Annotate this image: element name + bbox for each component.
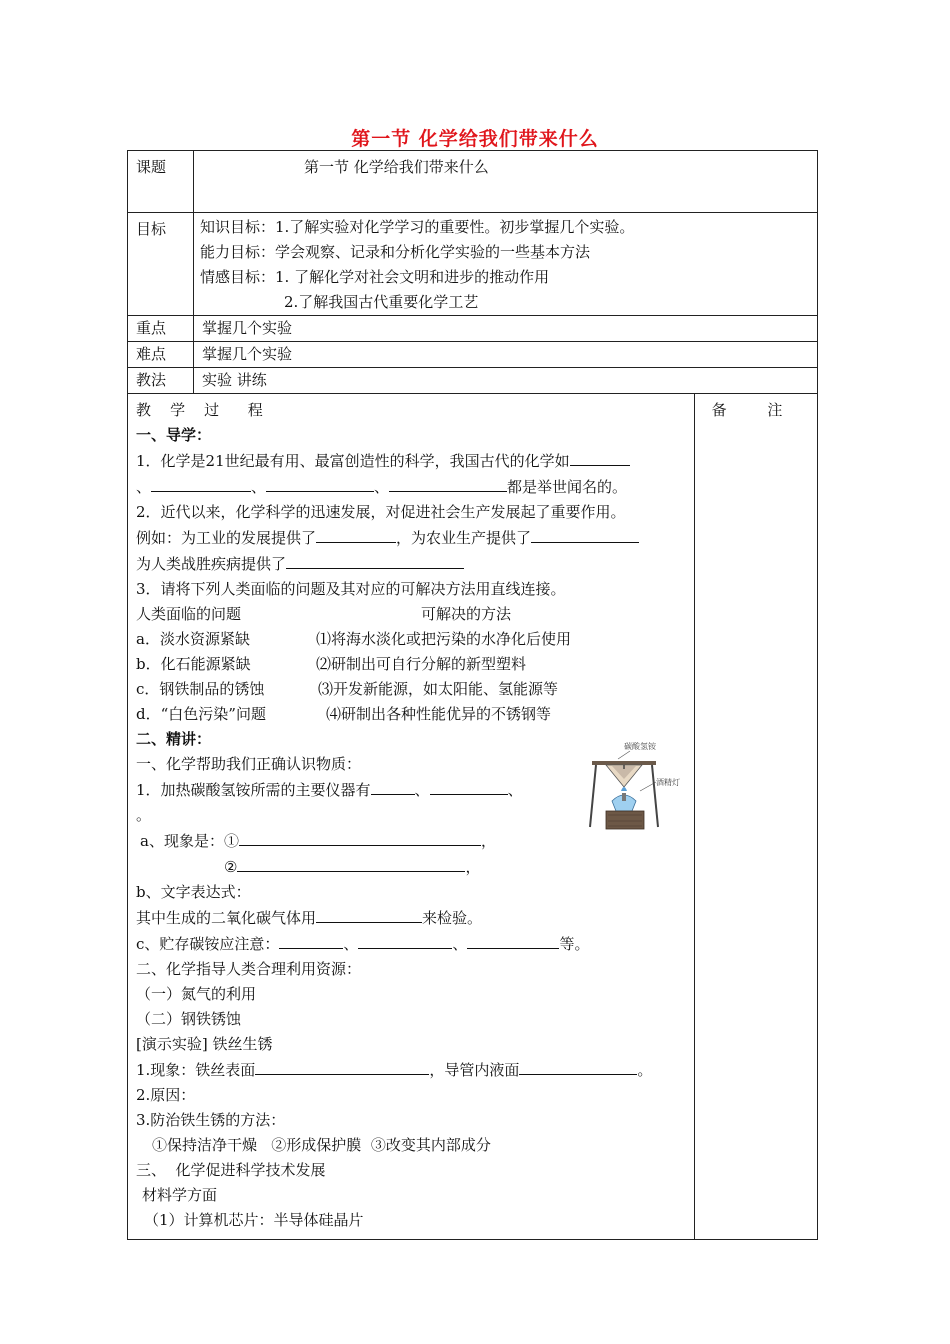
col-problems: 人类面临的问题 [136, 605, 242, 623]
key-label: 重点 [128, 316, 194, 342]
blank[interactable] [570, 448, 630, 466]
part3-sub: 材料学方面 [142, 1186, 218, 1204]
section-lecture-heading: 二、精讲： [136, 730, 212, 748]
blank[interactable] [467, 931, 559, 949]
blank[interactable] [237, 854, 465, 872]
solution-1: ⑴将海水淡化或把污染的水净化后使用 [316, 630, 572, 648]
solution-3: ⑶开发新能源，如太阳能、氢能源等 [318, 680, 559, 698]
topic-value: 第一节 化学给我们带来什么 [304, 158, 489, 176]
goals-label: 目标 [128, 213, 194, 316]
q2-line: 2．近代以来，化学科学的迅速发展，对促进社会生产发展起了重要作用。 [136, 503, 626, 521]
process-label: 教 学 过 程 [136, 401, 263, 419]
part2-item-1: （一）氮气的利用 [136, 985, 257, 1003]
word-equation-line: b、文字表达式： [136, 883, 251, 901]
part1-q1: 1．加热碳酸氢铵所需的主要仪器有 、 、 [136, 777, 686, 803]
match-row [136, 677, 686, 702]
blank[interactable] [266, 474, 374, 492]
blank[interactable] [531, 525, 639, 543]
apparatus-label-top: 碳酸氢铵 [624, 742, 656, 751]
goal-knowledge: 知识目标：1.了解实验对化学学习的重要性。初步掌握几个实验。 [200, 218, 635, 236]
part1-q1-end: 。 [136, 806, 152, 824]
solution-4: ⑷研制出各种性能优异的不锈钢等 [326, 705, 552, 723]
goals-row [128, 213, 818, 316]
blank[interactable] [279, 931, 343, 949]
page-title: 第一节 化学给我们带来什么 [351, 128, 599, 150]
match-row [136, 702, 686, 727]
q2-example-line: 例如：为工业的发展提供了 ，为农业生产提供了 [136, 525, 686, 551]
problem-b: b．化石能源紧缺 [136, 655, 251, 673]
blank[interactable] [519, 1057, 637, 1075]
demo-heading: [演示实验] 铁丝生锈 [136, 1035, 273, 1053]
process-row [128, 394, 818, 1240]
demo-reason: 2.原因： [136, 1086, 196, 1104]
part3-item: （1）计算机芯片：半导体硅晶片 [144, 1211, 364, 1229]
solution-2: ⑵研制出可自行分解的新型塑料 [316, 655, 527, 673]
topic-row [128, 151, 818, 213]
apparatus-label-side: 酒精灯 [656, 778, 680, 787]
notes-cell [695, 394, 818, 1240]
section-guide-heading: 一、导学： [136, 426, 212, 444]
lesson-plan-table [127, 150, 818, 1240]
storage-line: c、贮存碳铵应注意： 、 、 等。 [136, 931, 686, 957]
demo-phenomenon: 1.现象：铁丝表面 ，导管内液面 。 [136, 1057, 686, 1083]
q2-disease-line: 为人类战胜疾病提供了 [136, 551, 686, 577]
blank[interactable] [286, 551, 464, 569]
phenomenon-a: a、现象是：① ， [136, 828, 686, 854]
blank[interactable] [151, 474, 251, 492]
blank[interactable] [430, 777, 508, 795]
blank[interactable] [239, 828, 481, 846]
method-label: 教法 [128, 368, 194, 394]
notes-label: 备 注 [711, 401, 801, 419]
match-row [136, 627, 686, 652]
match-header [136, 602, 686, 627]
method-row [128, 368, 818, 394]
problem-c: c．钢铁制品的锈蚀 [136, 680, 265, 698]
goal-emotion-2: 2.了解我国古代重要化学工艺 [284, 293, 479, 311]
blank[interactable] [358, 931, 452, 949]
process-cell [128, 394, 695, 1240]
demo-prevention-items: ①保持洁净干燥 ②形成保护膜 ③改变其内部成分 [152, 1136, 491, 1154]
problem-d: d．“白色污染”问题 [136, 705, 266, 723]
blank[interactable] [255, 1057, 429, 1075]
topic-label: 课题 [128, 151, 194, 213]
goal-emotion: 情感目标：1. 了解化学对社会文明和进步的推动作用 [200, 268, 550, 286]
part2-heading: 二、化学指导人类合理利用资源： [136, 960, 362, 978]
co2-test-line: 其中生成的二氧化碳气体用 来检验。 [136, 905, 686, 931]
difficulty-label: 难点 [128, 342, 194, 368]
match-row [136, 652, 686, 677]
key-row [128, 316, 818, 342]
blank[interactable] [389, 474, 507, 492]
difficulty-value: 掌握几个实验 [194, 342, 818, 368]
q1-blanks-line: 、 、 、 都是举世闻名的。 [136, 474, 686, 500]
part1-heading: 一、化学帮助我们正确认识物质： [136, 755, 362, 773]
method-value: 实验 讲练 [194, 368, 818, 394]
q3-line: 3．请将下列人类面临的问题及其对应的可解决方法用直线连接。 [136, 580, 566, 598]
lab-heating-apparatus-icon [584, 739, 692, 839]
col-solutions: 可解决的方法 [421, 605, 512, 623]
phenomenon-b: ② ， [136, 854, 686, 880]
blank[interactable] [316, 905, 422, 923]
blank[interactable] [316, 525, 396, 543]
q1-end: 都是举世闻名的。 [507, 478, 628, 496]
problem-a: a．淡水资源紧缺 [136, 630, 250, 648]
part2-item-2: （二）钢铁锈蚀 [136, 1010, 242, 1028]
goal-ability: 能力目标：学会观察、记录和分析化学实验的一些基本方法 [200, 243, 591, 261]
demo-prevention: 3.防治铁生锈的方法： [136, 1111, 286, 1129]
blank[interactable] [371, 777, 415, 795]
difficulty-row [128, 342, 818, 368]
part3-heading: 三、 化学促进科学技术发展 [136, 1161, 326, 1179]
q1-line: 1．化学是21世纪最有用、最富创造性的科学，我国古代的化学如 [136, 448, 686, 474]
key-value: 掌握几个实验 [194, 316, 818, 342]
